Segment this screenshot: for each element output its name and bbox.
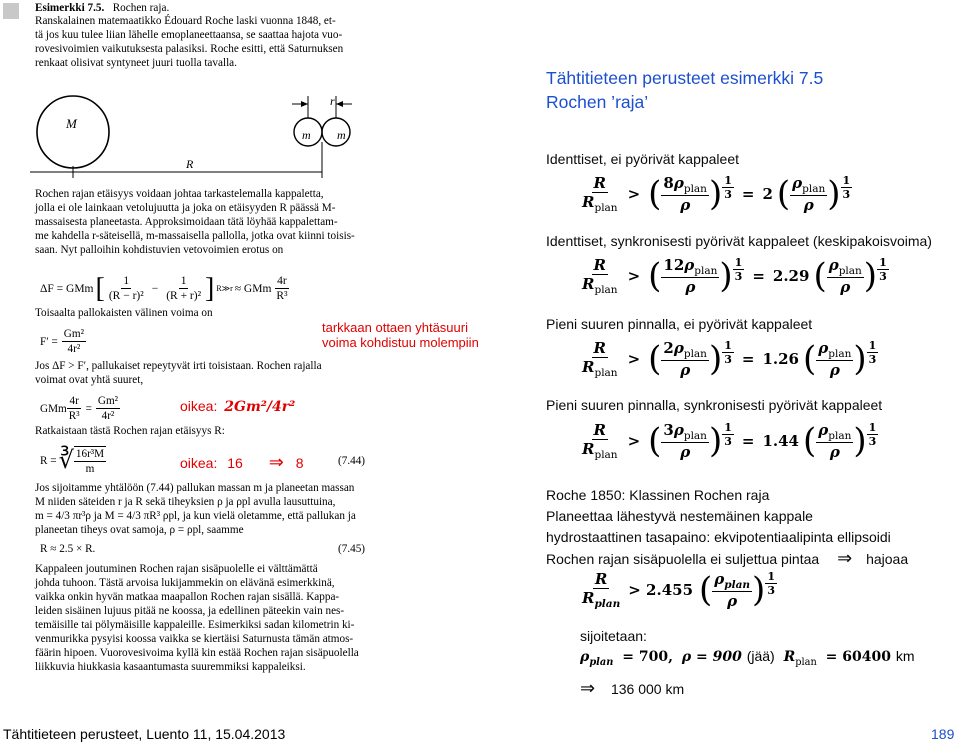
eq-exponent: $\frac{1}{3}$ <box>734 256 743 283</box>
eq-ratio: $\frac{3\rho_{plan}}{\rho}$ <box>663 421 707 461</box>
footer-text: Tähtitieteen perusteet, Luento 11, 15.04.2013 <box>3 726 286 742</box>
paragraph-solve: Ratkaistaan tästä Rochen rajan etäisyys R: <box>35 425 225 437</box>
result-line: ⇒ 136 000 km <box>580 678 685 698</box>
equation-f-prime: F′ = $\frac{\text{Gm²}}{\text{4r²}}$ <box>40 328 84 355</box>
eq-gt: > <box>627 432 641 450</box>
figure-label-r: r <box>330 94 335 108</box>
implies-icon: ⇒ <box>837 548 853 568</box>
planet-circle <box>37 96 109 168</box>
page-number: 189 <box>931 726 955 742</box>
eq-coefficient: 1.26 <box>762 350 799 368</box>
eq-lhs: $\frac{R}{R_{plan}}$ <box>582 339 618 379</box>
paragraph-density: Jos sijoitamme yhtälöön (7.44) pallukan massan m ja planeetan massan M niiden säteiden r ja R sekä tiheyksien ρ ja ρpl avulla lausuttuina, m = 4/3 πr³ρ ja M = 4/3 πR³ ρpl, ja kun vielä oletamme, että pallukan ja planeetan tiheys ovat samoja, ρ = ρpl, saamme <box>35 482 356 536</box>
annotation-correct-force: oikea: 2Gm²/4r² <box>180 398 296 415</box>
equation-delta-f: ΔF = GMm [ $\frac{1}{\text{(R − r)²}}$ − $\frac{1}{\text{(R + r)²}}$ ] R≫r ≈ GMm $\frac{4r}{\text{R³}}$ <box>40 272 288 304</box>
equation-final: $\frac{R}{R_{plan}}$ > 2.455 ( $\frac{\rho_{plan}}{\rho}$ ) $\frac{1}{3}$ <box>582 570 775 610</box>
eq-exponent: $\frac{1}{3}$ <box>724 174 732 201</box>
example-heading: Esimerkki 7.5. Rochen raja. <box>35 2 170 14</box>
eq-lhs: $\frac{R}{R_{plan}}$ <box>582 256 618 296</box>
substitution-values: $\rho_{plan} = 700$, ρ = 900 (jää) $R_{plan} = 60400$ km <box>580 648 915 668</box>
eq-gt: > <box>627 350 641 368</box>
eq-lhs: $\frac{R}{R_{plan}}$ <box>582 174 618 214</box>
figure-label-M: M <box>66 116 77 131</box>
paragraph-force: Toisaalta pallokaisten välinen voima on <box>35 307 213 319</box>
example-intro: Ranskalainen matemaatikko Édouard Roche laski vuonna 1848, et- tä jos kuu tulee liian lähelle emoplaneettaansa, se saattaa hajota vuo- rovesivoimien vaikutuksesta palasiksi. Roche esitti, että Saturnuksen renkaat olisivat syntyneet juuri tuolla tavalla. <box>35 15 344 69</box>
case-small-on-large-synchronous: Pieni suuren pinnalla, synkronisesti pyörivät kappaleet <box>546 397 883 413</box>
eq-coefficient: 2 <box>762 185 773 203</box>
roche-line-2: Planeettaa lähestyvä nestemäinen kappale <box>546 508 813 524</box>
eq-coefficient: 2.29 <box>772 267 810 285</box>
paragraph-condition: Jos ΔF > F′, pallukaiset repeytyvät irti toisistaan. Rochen rajalla voimat ovat yhtä suuret, <box>35 360 322 386</box>
implies-icon: ⇒ <box>580 678 596 698</box>
paragraph-derivation: Rochen rajan etäisyys voidaan johtaa tarkastelemalla kappaletta, jolla ei ole lainkaan vetolujuutta ja joka on etäisyyden R päässä M- massaisesta planeetasta. Approksimoidaan tätä löyhää kappalettam- me kahdella r-säteisellä, m-massaisella pallolla, jotka ovat kiinni toisis- saan. Nyt palloihin kohdistuvien vetovoimien erotus on <box>35 188 355 256</box>
eq-gt: > <box>627 185 641 203</box>
equation-tag-744: (7.44) <box>338 455 366 467</box>
corner-square <box>3 3 19 19</box>
figure-label-R: R <box>186 157 194 171</box>
figure-label-m2: m <box>337 128 346 142</box>
equation-roche-result: R ≈ 2.5 × R. <box>40 543 96 555</box>
equation-equal: GMm $\frac{4r}{\text{R³}}$ = $\frac{\text{Gm²}}{\text{4r²}}$ <box>40 395 119 422</box>
case-identical-nonrotating: Identtiset, ei pyörivät kappaleet <box>546 151 740 167</box>
eq-ratio: $\frac{2\rho_{plan}}{\rho}$ <box>663 339 707 379</box>
case-small-on-large-nonrotating: Pieni suuren pinnalla, ei pyörivät kappaleet <box>546 316 813 332</box>
eq-ratio: $\frac{8\rho_{plan}}{\rho}$ <box>663 174 707 214</box>
eq-ratio: $\frac{12\rho_{plan}}{\rho}$ <box>663 256 718 296</box>
paragraph-conclusion: Kappaleen joutuminen Rochen rajan sisäpuolelle ei välttämättä johda tuhoon. Tästä arvoisa lukijammekin on elävänä esimerkkinä, vaikka onkin hyvän matkaa maapallon Rochen rajan sisällä. Kappa- leiden sisäinen lujuus pitää ne koossa, ja edellinen päteekin vain nes- temäisille tai pölymäisille kappaleille. Esimerkiksi sadan kilometrin ki- venmurikka pysyisi koossa vaikka se kiertäisi Saturnusta tämän atmos- fäärin hipoen. Vuorovesivoima kyllä kin estää Rochen rajan sisäpuolella liikkuvia hiukkasia kasaantumasta suuremmiksi kappaleiksi. <box>35 563 359 673</box>
eq-coefficient: 1.44 <box>762 432 799 450</box>
case-identical-synchronous: Identtiset, synkronisesti pyörivät kappaleet (keskipakoisvoima) <box>546 233 932 249</box>
figure-label-m1: m <box>302 128 311 142</box>
equation-roche-radius: R = ∛ $\frac{\text{16r³M}}{m}$ <box>40 448 105 475</box>
equation-case-2: $\frac{R}{R_{plan}}$ > ( $\frac{12\rho_{plan}}{\rho}$ ) $\frac{1}{3}$ = 2.29 ( $\frac{\rho_{plan}}{\rho}$ ) $\frac{1}{3}$ <box>582 256 887 296</box>
page-title <box>546 66 823 114</box>
title-line-1: Tähtitieteen perusteet esimerkki 7.5 <box>546 68 824 88</box>
roche-figure <box>30 92 370 182</box>
substitution-label: sijoitetaan: <box>580 628 647 644</box>
roche-history <box>546 485 908 570</box>
title-line-2: Rochen ’raja’ <box>546 92 649 112</box>
equation-tag-745: (7.45) <box>338 543 366 555</box>
equation-case-1: $\frac{R}{R_{plan}}$ > ( $\frac{8\rho_{plan}}{\rho}$ ) $\frac{1}{3}$ = 2 ( $\frac{\rho_{plan}}{\rho}$ ) $\frac{1}{3}$ <box>582 174 851 214</box>
eq-exponent: $\frac{1}{3}$ <box>724 421 732 448</box>
roche-line-4: Rochen rajan sisäpuolella ei suljettua pintaa ⇒ hajoaa <box>546 548 909 568</box>
eq-lhs: $\frac{R}{R_{plan}}$ <box>582 421 618 461</box>
roche-line-1: Roche 1850: Klassinen Rochen raja <box>546 487 770 503</box>
eq-exponent: $\frac{1}{3}$ <box>724 339 732 366</box>
annotation-exact-force: tarkkaan ottaen yhtäsuuri voima kohdistuu molempiin <box>322 320 479 350</box>
roche-line-3: hydrostaattinen tasapaino: ekvipotentiaalipinta ellipsoidi <box>546 529 891 545</box>
equation-case-3: $\frac{R}{R_{plan}}$ > ( $\frac{2\rho_{plan}}{\rho}$ ) $\frac{1}{3}$ = 1.26 ( $\frac{\rho_{plan}}{\rho}$ ) $\frac{1}{3}$ <box>582 339 877 379</box>
equation-case-4: $\frac{R}{R_{plan}}$ > ( $\frac{3\rho_{plan}}{\rho}$ ) $\frac{1}{3}$ = 1.44 ( $\frac{\rho_{plan}}{\rho}$ ) $\frac{1}{3}$ <box>582 421 877 461</box>
annotation-correct-coefficient: oikea: 16 ⇒ 8 <box>180 452 304 472</box>
eq-gt: > <box>627 267 641 285</box>
